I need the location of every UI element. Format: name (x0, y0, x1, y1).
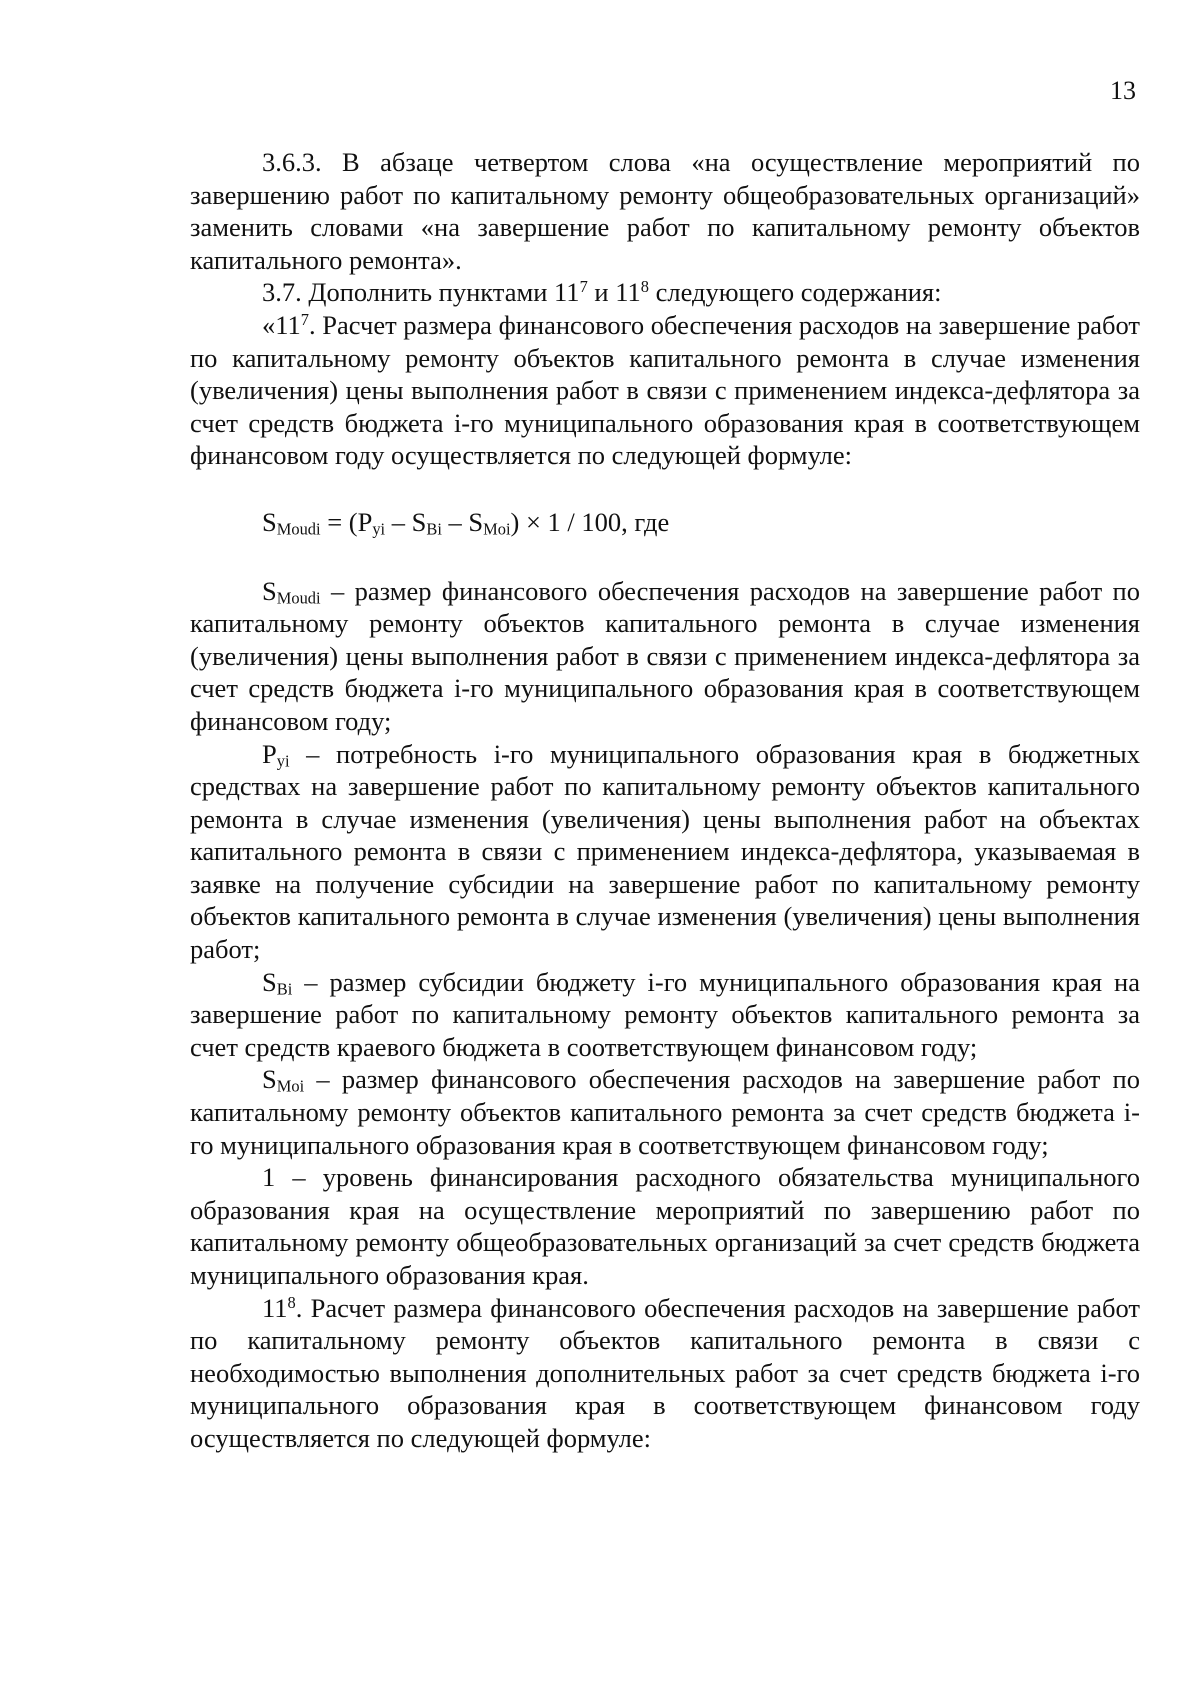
definition-pyi: $P_{yi}$ – потребность i-го муниципального образования края в бюджетных средствах на завершение работ по капитальному ремонту объектов капитального ремонта в случае изменения (увеличения) цены выполнения работ на объектах капитального ремонта в связи с применением индекса-дефлятора, указываемая в заявке на получение субсидии на завершение работ по капитальному ремонту объектов капитального ремонта в случае изменения (увеличения) цены выполнения работ; (190, 738, 1140, 965)
paragraph-11-7: «$11^7$. Расчет размера финансового обеспечения расходов на завершение работ по капитальному ремонту объектов капитального ремонта в случае изменения (увеличения) цены выполнения работ в связи с применением индекса-дефлятора за счет средств бюджета i-го муниципального образования края в соответствующем финансовом году осуществляется по следующей формуле: (190, 309, 1140, 471)
definition-smoi: $S_{Moi}$ – размер финансового обеспечения расходов на завершение работ по капитальному ремонту объектов капитального ремонта за счет средств бюджета i-го муниципального образования края в соответствующем финансовом году; (190, 1064, 1140, 1160)
definition-smoudi: $S_{Moudi}$ – размер финансового обеспечения расходов на завершение работ по капитальному ремонту объектов капитального ремонта в случае изменения (увеличения) цены выполнения работ в связи с применением индекса-дефлятора за счет средств бюджета i-го муниципального образования края в соответствующем финансовом году; (190, 575, 1140, 736)
paragraph-3-7: 3.7. Дополнить пунктами $11^7$ и $11^8$ следующего содержания: (262, 277, 942, 308)
document-body (190, 146, 1140, 1455)
paragraph-3-6-3: 3.6.3. В абзаце четвертом слова «на осуществление мероприятий по завершению работ по капитальному ремонту общеобразовательных организаций» заменить словами «на завершение работ по капитальному ремонту объектов капитального ремонта». (190, 147, 1140, 275)
paragraph-11-8: $11^8$. Расчет размера финансового обеспечения расходов на завершение работ по капитальному ремонту объектов капитального ремонта в связи с необходимостью выполнения дополнительных работ за счет средств бюджета i-го муниципального образования края в соответствующем финансовом году осуществляется по следующей формуле: (190, 1292, 1140, 1453)
definition-one: 1 – уровень финансирования расходного обязательства муниципального образования края на осуществление мероприятий по завершению работ по капитальному ремонту общеобразовательных организаций за счет средств бюджета муниципального образования края. (190, 1162, 1140, 1290)
definition-sbi: $S_{Bi}$ – размер субсидии бюджету i-го муниципального образования края на завершение работ по капитальному ремонту объектов капитального ремонта за счет средств краевого бюджета в соответствующем финансовом году; (190, 966, 1140, 1062)
page-number: 13 (1110, 76, 1136, 105)
formula: $S_{Moudi} = (P_{yi} - S_{Bi} - S_{Moi}) \times 1 / 100$, где (262, 506, 670, 539)
